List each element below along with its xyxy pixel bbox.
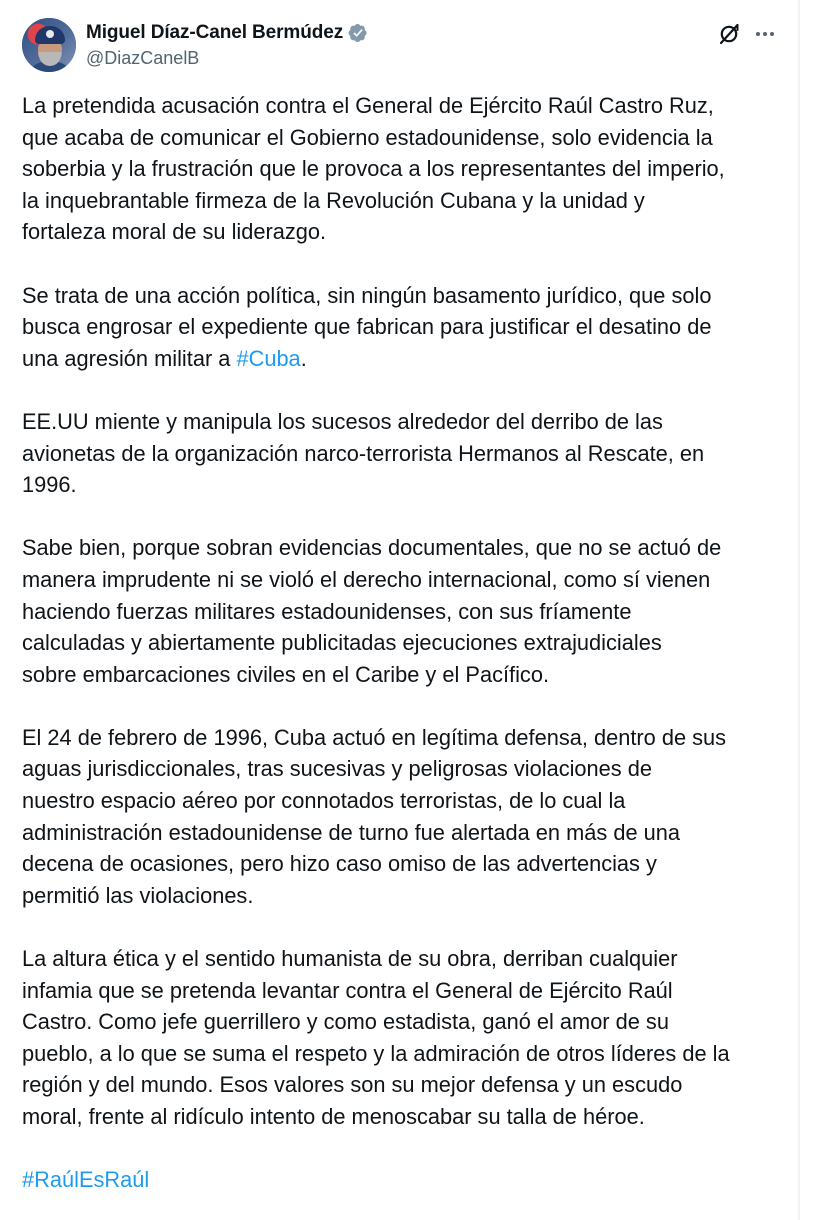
paragraph-2-end: . (300, 345, 307, 371)
tweet-paragraph-4: Sabe bien, porque sobran evidencias documentales, que no se actuó de manera imprudente ni se violó el derecho internacional, como sí vienen haciendo fuerzas militares estadounidenses, con sus fríamente calculadas y abiertamente publicitadas ejecuciones extrajudiciales sobre embarcaciones civiles en el Caribe y el Pacífico. (22, 535, 722, 687)
more-icon[interactable] (752, 21, 778, 47)
verified-badge-icon[interactable] (348, 23, 368, 43)
author-name-row (86, 21, 368, 45)
hashtag-cuba-link[interactable]: #Cuba (236, 345, 301, 371)
tweet-paragraph-3: EE.UU miente y manipula los sucesos alrededor del derribo de las avionetas de la organización narco-terrorista Hermanos al Rescate, en 1996. (22, 408, 705, 498)
author-avatar[interactable] (22, 18, 76, 72)
tweet-header (22, 18, 792, 74)
tweet-paragraph-6: La altura ética y el sentido humanista de su obra, derriban cualquier infamia que se pretenda levantar contra el General de Ejército Raúl Castro. Como jefe guerrillero y como estadista, ganó el amor de su pueblo, a lo que se suma el respeto y la admiración de otros líderes de la región y del mundo. Esos valores son su mejor defensa y un escudo moral, frente al ridículo intento de menoscabar su talla de héroe. (22, 946, 730, 1129)
tweet-paragraph-5: El 24 de febrero de 1996, Cuba actuó en legítima defensa, dentro de sus aguas jurisdiccionales, tras sucesivas y peligrosas violaciones de nuestro espacio aéreo por connotados terroristas, de lo cual la administración estadounidense de turno fue alertada en más de una decena de ocasiones, pero hizo caso omiso de las advertencias y permitió las violaciones. (22, 724, 727, 908)
author-handle[interactable]: @DiazCanelB (86, 48, 200, 68)
tweet-text (22, 90, 782, 1196)
paragraph-2-text: Se trata de una acción política, sin ningún basamento jurídico, que solo busca engrosar el expediente que fabrican para justificar el desatino de una agresión militar a (22, 282, 712, 371)
hashtag-raulesraul-link[interactable]: #RaúlEsRaúl (22, 1167, 150, 1193)
timeline-divider (798, 0, 800, 1220)
avatar-cap-logo (46, 30, 54, 38)
author-display-name[interactable]: Miguel Díaz-Canel Bermúdez (86, 22, 344, 43)
tweet-paragraph-1: La pretendida acusación contra el General de Ejército Raúl Castro Ruz, que acaba de comunicar el Gobierno estadounidense, solo evidencia la soberbia y la frustración que le provoca a los representantes del imperio, la inquebrantable firmeza de la Revolución Cubana y la unidad y fortaleza moral de su liderazgo. (22, 93, 725, 245)
tweet-paragraph-2 (22, 280, 782, 375)
grok-icon[interactable] (716, 21, 742, 47)
